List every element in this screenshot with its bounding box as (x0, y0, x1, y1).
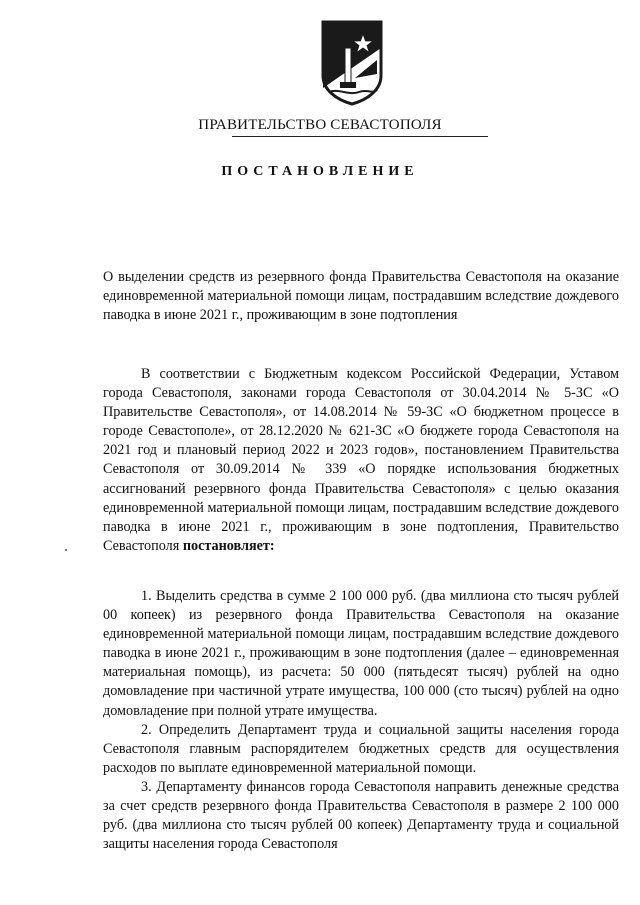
resolution-points (103, 587, 619, 854)
point-2: 2. Определить Департамент труда и социальной защиты населения города Севастополя главным распорядителем бюджетных средств для осуществления расходов по выплате единовременной материальной помощи. (103, 721, 619, 776)
margin-mark (65, 549, 67, 551)
preamble (103, 365, 619, 556)
preamble-verb: постановляет: (182, 537, 275, 554)
preamble-paragraph (103, 365, 619, 556)
point-1: 1. Выделить средства в сумме 2 100 000 руб. (два миллиона сто тысяч рублей 00 копеек) из резервного фонда Правительства Севастополя на оказание единовременной материальной помощи лицам, пострадавшим вследствие дождевого паводка в июне 2021 г., проживающим в зоне подтопления (далее – единовременная материальная помощь), из расчета: 50 000 (пятьдесят тысяч) рублей на одно домовладение при частичной утрате имущества, 100 000 (сто тысяч) рублей на одно домовладение при полной утрате имущества. (103, 588, 619, 719)
document-type: ПОСТАНОВЛЕНИЕ (221, 164, 419, 179)
preamble-text: В соответствии с Бюджетным кодексом Российской Федерации, Уставом города Севастополя, законами города Севастополя от 30.04.2014 № 5-ЗС «О Правительстве Севастополя», от 14.08.2014 № 59-ЗС «О бюджетном процессе в городе Севастополе», от 28.12.2020 № 621-ЗС «О бюджете города Севастополя на 2021 год и плановый период 2022 и 2023 годов», постановлением Правительства Севастополя от 30.09.2014 № 339 «О порядке использования бюджетных ассигнований резервного фонда Правительства Севастополя» с целью оказания единовременной материальной помощи лицам, пострадавшим вследствие дождевого паводка в июне 2021 г., проживающим в зоне подтопления, Правительство Севастополя (103, 366, 619, 554)
document-title: О выделении средств из резервного фонда Правительства Севастополя на оказание единовременной материальной помощи лицам, пострадавшим вследствие дождевого паводка в июне 2021 г., проживающим в зоне подтопления (103, 269, 619, 324)
sevastopol-coat-of-arms-icon (319, 18, 385, 106)
point-3: 3. Департаменту финансов города Севастополя направить денежные средства за счет средств резервного фонда Правительства Севастополя в размере 2 100 000 руб. (два миллиона сто тысяч рублей 00 копеек) Департаменту труда и социальной защиты населения города Севастополя (103, 778, 619, 853)
header-divider (232, 136, 488, 137)
organization-name: ПРАВИТЕЛЬСТВО СЕВАСТОПОЛЯ (198, 117, 442, 133)
